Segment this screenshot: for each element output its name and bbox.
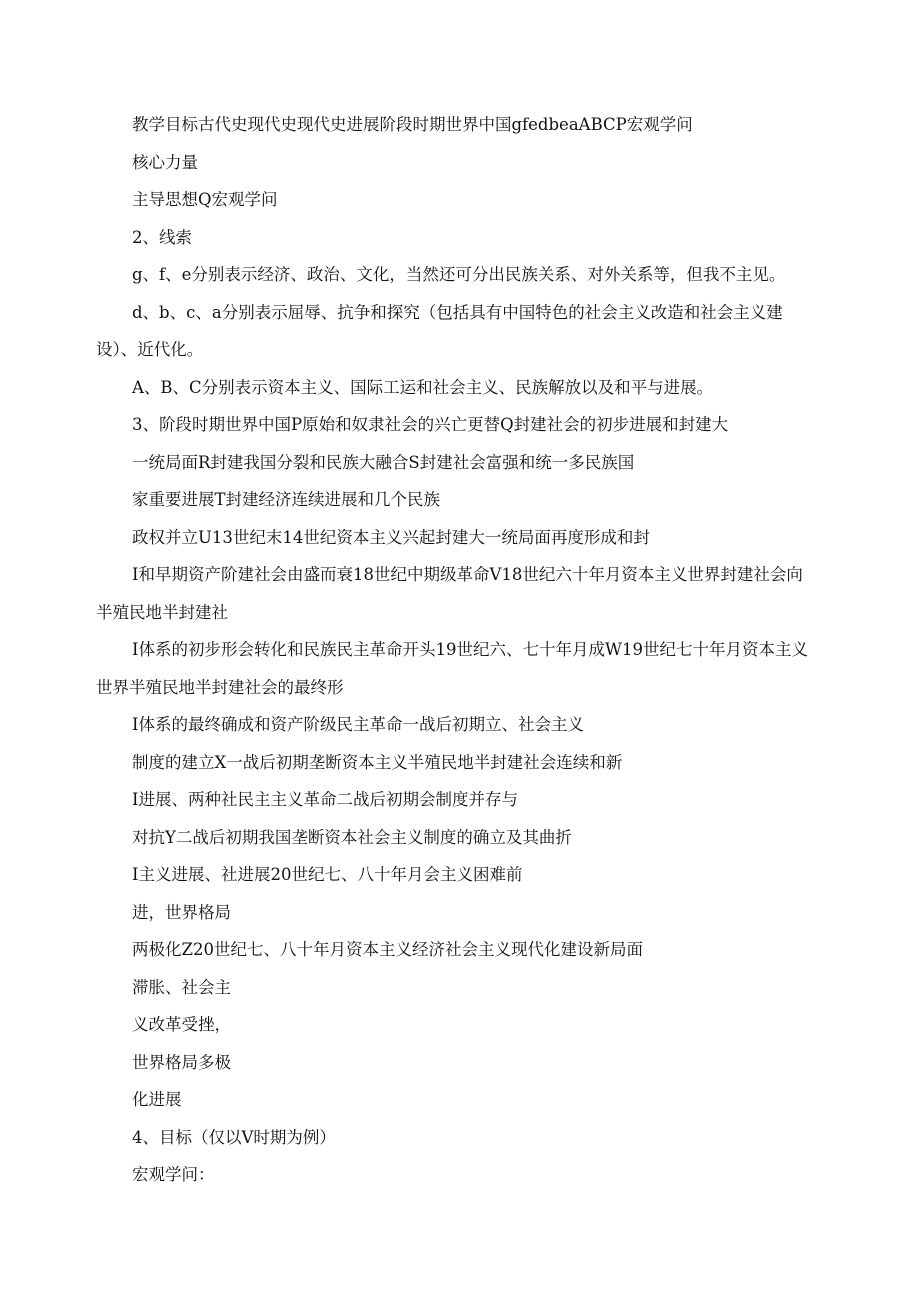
paragraph-development: 化进展 [132,1090,182,1109]
paragraph-stage-z: 两极化Z20世纪七、八十年月资本主义经济社会主义现代化建设新局面 [132,940,643,959]
paragraph-multipolar: 世界格局多极 [132,1052,231,1072]
paragraph-reform-setback: 义改革受挫， [132,1015,231,1034]
paragraph-stage-y: 对抗Y二战后初期我国垄断资本社会主义制度的确立及其曲折 [132,827,572,847]
paragraph-stage-u: 政权并立U13世纪末14世纪资本主义兴起封建大一统局面再度形成和封 [132,527,650,547]
paragraph-stage-y-cont: Ⅰ主义进展、社进展20世纪七、八十年月会主义困难前 [132,865,523,884]
paragraph-stage-r: 一统局面R封建我国分裂和民族大融合S封建社会富强和统一多民族国 [132,452,635,472]
paragraph-stage-x-cont: Ⅰ进展、两种社民主主义革命二战后初期会制度并存与 [132,790,519,809]
paragraph-stagflation: 滞胀、社会主 [132,977,231,997]
paragraph-gfe: g、f、e分别表示经济、政治、文化，当然还可分出民族关系、对外关系等，但我不主见。 [132,265,786,284]
paragraph-world-pattern: 进，世界格局 [132,902,231,922]
document-body [96,106,818,1194]
paragraph-stage-w: Ⅰ体系的初步形会转化和民族民主革命开头19世纪六、七十年月成W19世纪七十年月资本主义世界半殖民地半封建社会的最终形 [96,640,808,697]
section-heading-clues: 2、线索 [132,227,192,247]
paragraph-stage-w-cont: Ⅰ体系的最终确成和资产阶级民主革命一战后初期立、社会主义 [132,715,585,734]
paragraph-stage-v: Ⅰ和早期资产阶建社会由盛而衰18世纪中期级革命V18世纪六十年月资本主义世界封建社会向半殖民地半封建社 [96,565,803,622]
paragraph-dbca: d、b、c、a分别表示屈辱、抗争和探究（包括具有中国特色的社会主义改造和社会主义建设）、近代化。 [96,302,783,359]
section-heading-goals: 4、目标（仅以V时期为例） [132,1127,336,1147]
section-heading-stages: 3、阶段时期世界中国P原始和奴隶社会的兴亡更替Q封建社会的初步进展和封建大 [132,415,729,434]
paragraph-macro-knowledge: 宏观学问： [132,1165,215,1184]
paragraph-stage-t: 家重要进展T封建经济连续进展和几个民族 [132,490,441,509]
paragraph-teaching-goals: 教学目标古代史现代史现代史进展阶段时期世界中国gfedbeaABCP宏观学问 [132,115,693,134]
paragraph-abc: A、B、C分别表示资本主义、国际工运和社会主义、民族解放以及和平与进展。 [132,377,714,397]
paragraph-stage-x: 制度的建立X一战后初期垄断资本主义半殖民地半封建社会连续和新 [132,752,623,772]
paragraph-core-ability: 核心力量 [132,152,198,172]
paragraph-guiding-thought: 主导思想Q宏观学问 [132,190,278,209]
